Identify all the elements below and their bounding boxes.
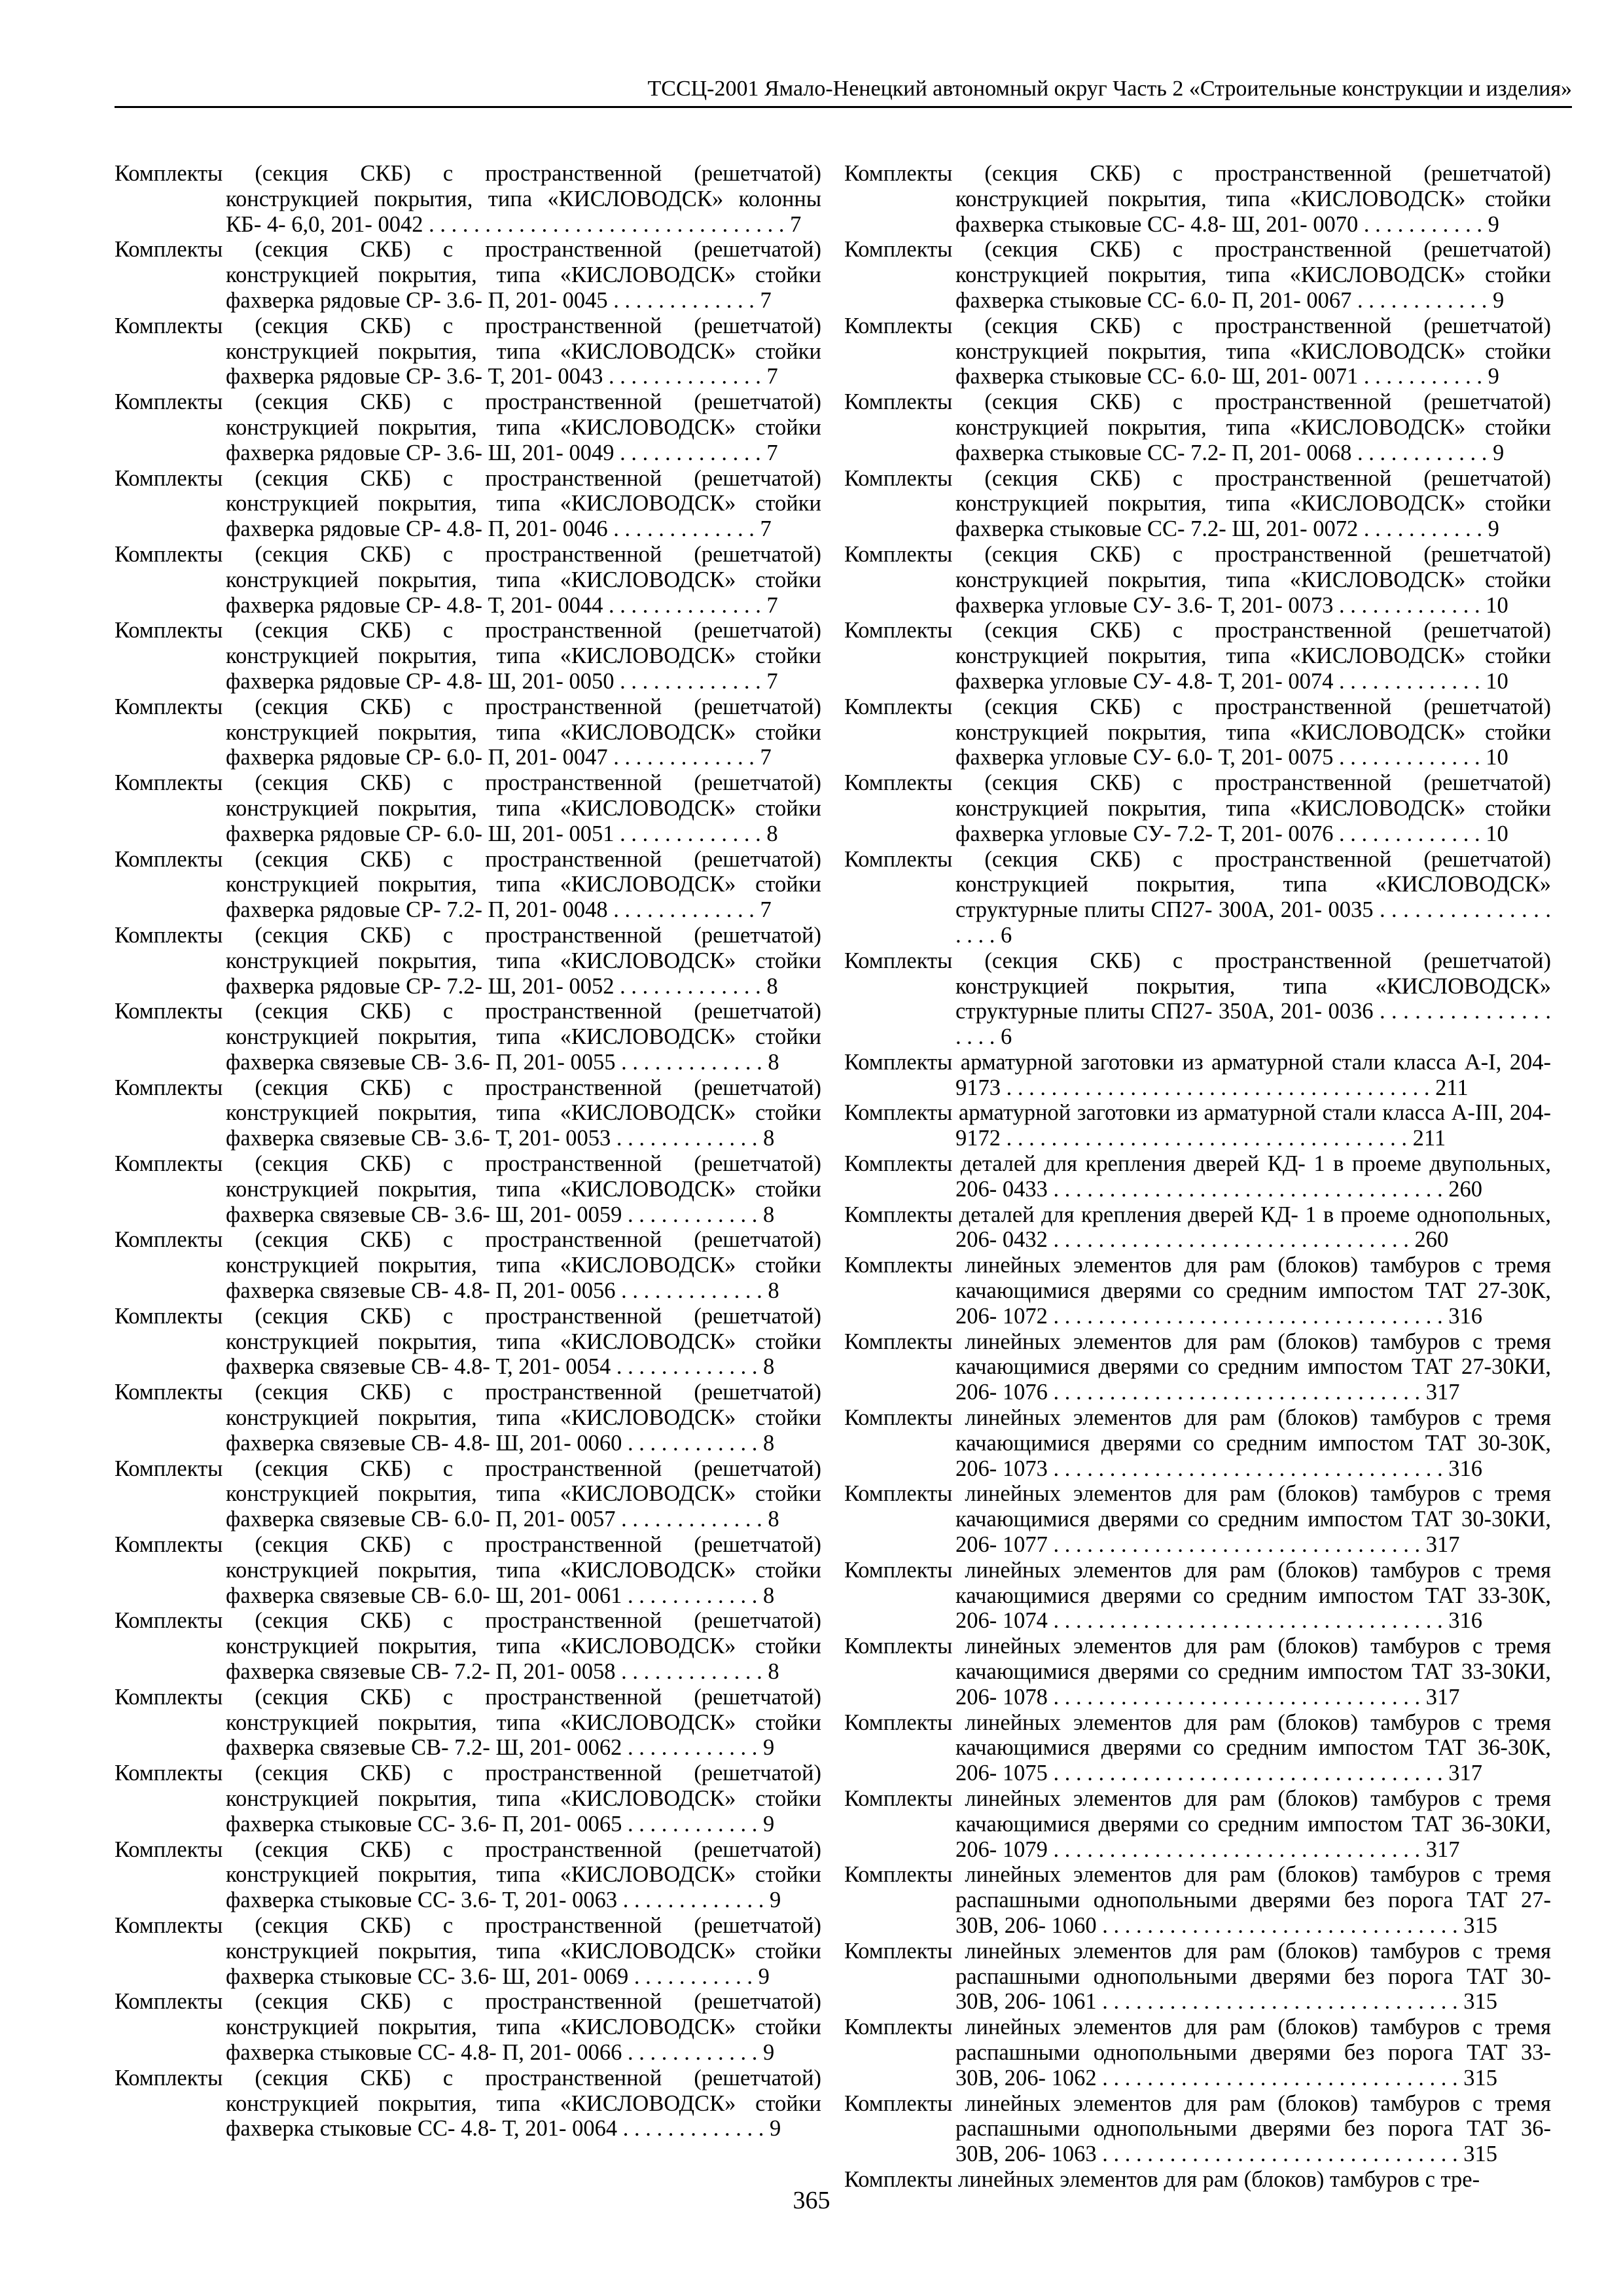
page-number: 365 <box>793 2187 830 2214</box>
running-header: ТССЦ-2001 Ямало-Ненецкий автономный округ Часть 2 «Строительные конструкции и изделия» <box>115 72 1572 108</box>
index-entry: Комплекты линейных элементов для рам (блоков) тамбуров с тре- <box>844 2166 1480 2192</box>
index-entry: Комплекты линейных элементов для рам (блоков) тамбуров с тремя качающимися дверями со средним импостом ТАТ 27-30КИ, 206- 1076 . . . . . . . . . . . . . . . . . . . . . . . . . . . . . . . . . 317 <box>844 1329 1551 1405</box>
index-entry: Комплекты (секция СКБ) с пространственной (решетчатой) конструкцией покрытия, типа «КИСЛОВОДСК» стойки фахверка связевые СВ- 4.8- П, 201- 0056 . . . . . . . . . . . . . 8 <box>115 1227 821 1304</box>
index-entry: Комплекты (секция СКБ) с пространственной (решетчатой) конструкцией покрытия, типа «КИСЛОВОДСК» стойки фахверка связевые СВ- 7.2- Ш, 201- 0062 . . . . . . . . . . . . 9 <box>115 1684 821 1761</box>
index-entry: Комплекты линейных элементов для рам (блоков) тамбуров с тремя качающимися дверями со средним импостом ТАТ 33-30КИ, 206- 1078 . . . . . . . . . . . . . . . . . . . . . . . . . . . . . . . . . 317 <box>844 1634 1551 1710</box>
index-entry: Комплекты (секция СКБ) с пространственной (решетчатой) конструкцией покрытия, типа «КИСЛОВОДСК» стойки фахверка связевые СВ- 3.6- П, 201- 0055 . . . . . . . . . . . . . 8 <box>115 999 821 1075</box>
index-entry: Комплекты (секция СКБ) с пространственной (решетчатой) конструкцией покрытия, типа «КИСЛОВОДСК» стойки фахверка стыковые СС- 6.0- Ш, 201- 0071 . . . . . . . . . . . 9 <box>844 313 1551 389</box>
index-entry: Комплекты (секция СКБ) с пространственной (решетчатой) конструкцией покрытия, типа «КИСЛОВОДСК» стойки фахверка рядовые СР- 7.2- П, 201- 0048 . . . . . . . . . . . . . 7 <box>115 846 821 923</box>
index-entry: Комплекты (секция СКБ) с пространственной (решетчатой) конструкцией покрытия, типа «КИСЛОВОДСК» структурные плиты СП27- 350А, 201- 0036 . . . . . . . . . . . . . . . . . . . 6 <box>844 948 1551 1050</box>
index-entry: Комплекты (секция СКБ) с пространственной (решетчатой) конструкцией покрытия, типа «КИСЛОВОДСК» стойки фахверка угловые СУ- 4.8- Т, 201- 0074 . . . . . . . . . . . . . 10 <box>844 618 1551 694</box>
index-entry: Комплекты (секция СКБ) с пространственной (решетчатой) конструкцией покрытия, типа «КИСЛОВОДСК» стойки фахверка рядовые СР- 3.6- Т, 201- 0043 . . . . . . . . . . . . . . 7 <box>115 313 821 389</box>
index-entry: Комплекты (секция СКБ) с пространственной (решетчатой) конструкцией покрытия, типа «КИСЛОВОДСК» стойки фахверка рядовые СР- 4.8- Ш, 201- 0050 . . . . . . . . . . . . . 7 <box>115 618 821 694</box>
index-entry: Комплекты линейных элементов для рам (блоков) тамбуров с тремя распашными однопольными дверями без порога ТАТ 33- 30В, 206- 1062 . . . . . . . . . . . . . . . . . . . . . . . . . . . . . . . . 315 <box>844 2015 1551 2090</box>
index-column-right <box>844 161 1551 2193</box>
index-entry: Комплекты (секция СКБ) с пространственной (решетчатой) конструкцией покрытия, типа «КИСЛОВОДСК» стойки фахверка рядовые СР- 7.2- Ш, 201- 0052 . . . . . . . . . . . . . 8 <box>115 922 821 999</box>
index-entry: Комплекты линейных элементов для рам (блоков) тамбуров с тремя качающимися дверями со средним импостом ТАТ 33-30К, 206- 1074 . . . . . . . . . . . . . . . . . . . . . . . . . . . . . . . . . . . 316 <box>844 1557 1551 1634</box>
index-entry: Комплекты (секция СКБ) с пространственной (решетчатой) конструкцией покрытия, типа «КИСЛОВОДСК» стойки фахверка связевые СВ- 3.6- Т, 201- 0053 . . . . . . . . . . . . . 8 <box>115 1075 821 1151</box>
index-entry: Комплекты линейных элементов для рам (блоков) тамбуров с тремя качающимися дверями со средним импостом ТАТ 36-30К, 206- 1075 . . . . . . . . . . . . . . . . . . . . . . . . . . . . . . . . . . . 317 <box>844 1710 1551 1786</box>
index-entry: Комплекты (секция СКБ) с пространственной (решетчатой) конструкцией покрытия, типа «КИСЛОВОДСК» стойки фахверка стыковые СС- 3.6- Т, 201- 0063 . . . . . . . . . . . . . 9 <box>115 1837 821 1913</box>
index-entry: Комплекты (секция СКБ) с пространственной (решетчатой) конструкцией покрытия, типа «КИСЛОВОДСК» стойки фахверка стыковые СС- 3.6- Ш, 201- 0069 . . . . . . . . . . . 9 <box>115 1912 821 1989</box>
index-entry: Комплекты линейных элементов для рам (блоков) тамбуров с тремя распашными однопольными дверями без порога ТАТ 27- 30В, 206- 1060 . . . . . . . . . . . . . . . . . . . . . . . . . . . . . . . . 315 <box>844 1862 1551 1938</box>
index-entry: Комплекты (секция СКБ) с пространственной (решетчатой) конструкцией покрытия, типа «КИСЛОВОДСК» стойки фахверка рядовые СР- 4.8- П, 201- 0046 . . . . . . . . . . . . . 7 <box>115 465 821 542</box>
index-entry: Комплекты (секция СКБ) с пространственной (решетчатой) конструкцией покрытия, типа «КИСЛОВОДСК» стойки фахверка связевые СВ- 6.0- П, 201- 0057 . . . . . . . . . . . . . 8 <box>115 1456 821 1532</box>
index-entry: Комплекты (секция СКБ) с пространственной (решетчатой) конструкцией покрытия, типа «КИСЛОВОДСК» стойки фахверка связевые СВ- 7.2- П, 201- 0058 . . . . . . . . . . . . . 8 <box>115 1608 821 1685</box>
index-entry: Комплекты деталей для крепления дверей КД- 1 в проеме двупольных, 206- 0433 . . . . . . . . . . . . . . . . . . . . . . . . . . . . . . . . . . . 260 <box>844 1151 1551 1202</box>
index-entry: Комплекты линейных элементов для рам (блоков) тамбуров с тремя распашными однопольными дверями без порога ТАТ 30- 30В, 206- 1061 . . . . . . . . . . . . . . . . . . . . . . . . . . . . . . . . 315 <box>844 1938 1551 2015</box>
index-entry: Комплекты (секция СКБ) с пространственной (решетчатой) конструкцией покрытия, типа «КИСЛОВОДСК» стойки фахверка рядовые СР- 4.8- Т, 201- 0044 . . . . . . . . . . . . . . 7 <box>115 541 821 618</box>
index-entry: Комплекты (секция СКБ) с пространственной (решетчатой) конструкцией покрытия, типа «КИСЛОВОДСК» стойки фахверка угловые СУ- 3.6- Т, 201- 0073 . . . . . . . . . . . . . 10 <box>844 541 1551 618</box>
index-entry: Комплекты (секция СКБ) с пространственной (решетчатой) конструкцией покрытия, типа «КИСЛОВОДСК» стойки фахверка рядовые СР- 6.0- П, 201- 0047 . . . . . . . . . . . . . 7 <box>115 694 821 770</box>
index-entry: Комплекты деталей для крепления дверей КД- 1 в проеме однопольных, 206- 0432 . . . . . . . . . . . . . . . . . . . . . . . . . . . . . . . . 260 <box>844 1202 1551 1253</box>
index-entry: Комплекты линейных элементов для рам (блоков) тамбуров с тремя качающимися дверями со средним импостом ТАТ 36-30КИ, 206- 1079 . . . . . . . . . . . . . . . . . . . . . . . . . . . . . . . . . 317 <box>844 1786 1551 1862</box>
index-entry: Комплекты арматурной заготовки из арматурной стали класса А-I, 204- 9173 . . . . . . . . . . . . . . . . . . . . . . . . . . . . . . . . . . . . . . 211 <box>844 1049 1551 1100</box>
index-entry: Комплекты линейных элементов для рам (блоков) тамбуров с тремя качающимися дверями со средним импостом ТАТ 30-30К, 206- 1073 . . . . . . . . . . . . . . . . . . . . . . . . . . . . . . . . . . . 316 <box>844 1405 1551 1481</box>
index-entry: Комплекты арматурной заготовки из арматурной стали класса А-III, 204- 9172 . . . . . . . . . . . . . . . . . . . . . . . . . . . . . . . . . . . . 211 <box>844 1100 1551 1151</box>
index-entry: Комплекты (секция СКБ) с пространственной (решетчатой) конструкцией покрытия, типа «КИСЛОВОДСК» колонны КБ- 4- 6,0, 201- 0042 . . . . . . . . . . . . . . . . . . . . . . . . . . . . . . . . 7 <box>115 161 821 237</box>
index-entry: Комплекты (секция СКБ) с пространственной (решетчатой) конструкцией покрытия, типа «КИСЛОВОДСК» стойки фахверка стыковые СС- 4.8- П, 201- 0066 . . . . . . . . . . . . 9 <box>115 1989 821 2065</box>
index-entry: Комплекты (секция СКБ) с пространственной (решетчатой) конструкцией покрытия, типа «КИСЛОВОДСК» стойки фахверка связевые СВ- 4.8- Ш, 201- 0060 . . . . . . . . . . . . 8 <box>115 1380 821 1456</box>
index-entry: Комплекты (секция СКБ) с пространственной (решетчатой) конструкцией покрытия, типа «КИСЛОВОДСК» стойки фахверка стыковые СС- 6.0- П, 201- 0067 . . . . . . . . . . . . 9 <box>844 237 1551 313</box>
index-entry: Комплекты линейных элементов для рам (блоков) тамбуров с тремя качающимися дверями со средним импостом ТАТ 30-30КИ, 206- 1077 . . . . . . . . . . . . . . . . . . . . . . . . . . . . . . . . . 317 <box>844 1481 1551 1558</box>
index-entry: Комплекты (секция СКБ) с пространственной (решетчатой) конструкцией покрытия, типа «КИСЛОВОДСК» стойки фахверка стыковые СС- 4.8- Ш, 201- 0070 . . . . . . . . . . . 9 <box>844 161 1551 237</box>
index-entry: Комплекты (секция СКБ) с пространственной (решетчатой) конструкцией покрытия, типа «КИСЛОВОДСК» стойки фахверка стыковые СС- 7.2- Ш, 201- 0072 . . . . . . . . . . . 9 <box>844 465 1551 542</box>
index-entry: Комплекты (секция СКБ) с пространственной (решетчатой) конструкцией покрытия, типа «КИСЛОВОДСК» стойки фахверка связевые СВ- 4.8- Т, 201- 0054 . . . . . . . . . . . . . 8 <box>115 1303 821 1380</box>
index-entry: Комплекты (секция СКБ) с пространственной (решетчатой) конструкцией покрытия, типа «КИСЛОВОДСК» стойки фахверка связевые СВ- 3.6- Ш, 201- 0059 . . . . . . . . . . . . 8 <box>115 1151 821 1227</box>
index-entry: Комплекты (секция СКБ) с пространственной (решетчатой) конструкцией покрытия, типа «КИСЛОВОДСК» структурные плиты СП27- 300А, 201- 0035 . . . . . . . . . . . . . . . . . . . 6 <box>844 846 1551 948</box>
index-entry: Комплекты (секция СКБ) с пространственной (решетчатой) конструкцией покрытия, типа «КИСЛОВОДСК» стойки фахверка связевые СВ- 6.0- Ш, 201- 0061 . . . . . . . . . . . . 8 <box>115 1532 821 1608</box>
index-entry: Комплекты (секция СКБ) с пространственной (решетчатой) конструкцией покрытия, типа «КИСЛОВОДСК» стойки фахверка угловые СУ- 6.0- Т, 201- 0075 . . . . . . . . . . . . . 10 <box>844 694 1551 770</box>
index-column-left <box>115 161 821 2142</box>
index-entry: Комплекты (секция СКБ) с пространственной (решетчатой) конструкцией покрытия, типа «КИСЛОВОДСК» стойки фахверка стыковые СС- 4.8- Т, 201- 0064 . . . . . . . . . . . . . 9 <box>115 2065 821 2142</box>
index-entry: Комплекты (секция СКБ) с пространственной (решетчатой) конструкцией покрытия, типа «КИСЛОВОДСК» стойки фахверка стыковые СС- 7.2- П, 201- 0068 . . . . . . . . . . . . 9 <box>844 389 1551 465</box>
index-entry: Комплекты (секция СКБ) с пространственной (решетчатой) конструкцией покрытия, типа «КИСЛОВОДСК» стойки фахверка стыковые СС- 3.6- П, 201- 0065 . . . . . . . . . . . . 9 <box>115 1761 821 1837</box>
index-entry: Комплекты линейных элементов для рам (блоков) тамбуров с тремя качающимися дверями со средним импостом ТАТ 27-30К, 206- 1072 . . . . . . . . . . . . . . . . . . . . . . . . . . . . . . . . . . . 316 <box>844 1253 1551 1329</box>
index-entry: Комплекты (секция СКБ) с пространственной (решетчатой) конструкцией покрытия, типа «КИСЛОВОДСК» стойки фахверка угловые СУ- 7.2- Т, 201- 0076 . . . . . . . . . . . . . 10 <box>844 770 1551 846</box>
index-entry: Комплекты (секция СКБ) с пространственной (решетчатой) конструкцией покрытия, типа «КИСЛОВОДСК» стойки фахверка рядовые СР- 3.6- П, 201- 0045 . . . . . . . . . . . . . 7 <box>115 237 821 313</box>
index-entry: Комплекты (секция СКБ) с пространственной (решетчатой) конструкцией покрытия, типа «КИСЛОВОДСК» стойки фахверка рядовые СР- 3.6- Ш, 201- 0049 . . . . . . . . . . . . . 7 <box>115 389 821 465</box>
index-entry: Комплекты линейных элементов для рам (блоков) тамбуров с тремя распашными однопольными дверями без порога ТАТ 36- 30В, 206- 1063 . . . . . . . . . . . . . . . . . . . . . . . . . . . . . . . . 315 <box>844 2090 1551 2167</box>
index-entry: Комплекты (секция СКБ) с пространственной (решетчатой) конструкцией покрытия, типа «КИСЛОВОДСК» стойки фахверка рядовые СР- 6.0- Ш, 201- 0051 . . . . . . . . . . . . . 8 <box>115 770 821 846</box>
